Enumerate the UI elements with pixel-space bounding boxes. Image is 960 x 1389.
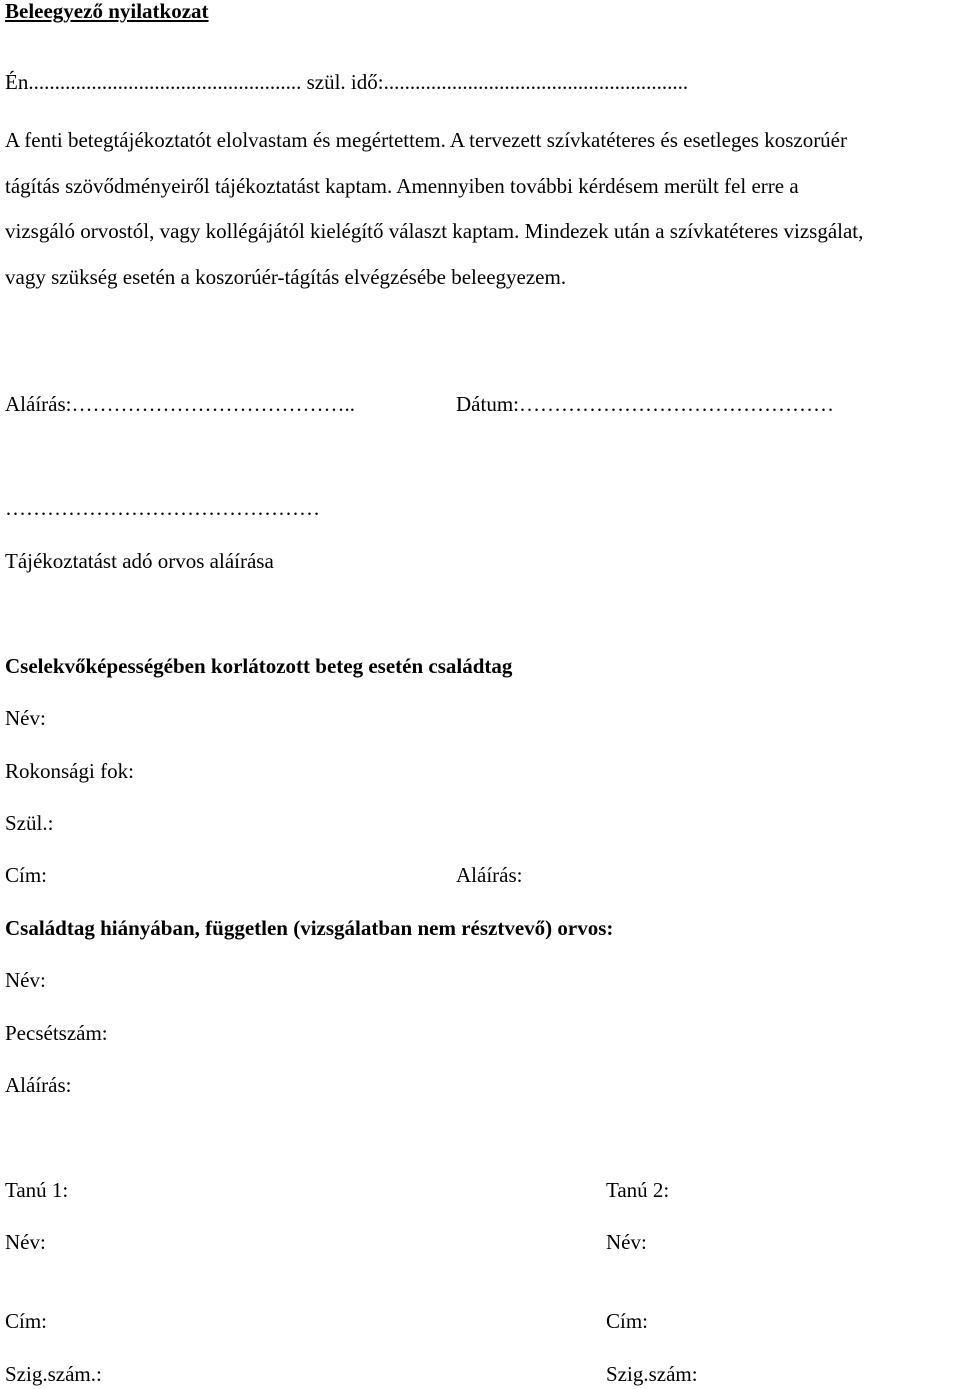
independent-doctor-signature-label: Aláírás:	[5, 1073, 72, 1097]
paragraph-line: vagy szükség esetén a koszorúér-tágítás elvégzésébe beleegyezem.	[5, 264, 567, 289]
witness2-name-label: Név:	[606, 1230, 647, 1254]
relative-signature-label: Aláírás:	[456, 863, 523, 887]
paragraph-line: A fenti betegtájékoztatót elolvastam és megértettem. A tervezett szívkatéteres és esetleges koszorúér	[5, 128, 847, 152]
witness2-heading: Tanú 2:	[606, 1178, 670, 1202]
relative-name-label: Név:	[5, 706, 46, 730]
relative-section-heading: Cselekvőképességében korlátozott beteg esetén családtag	[5, 654, 513, 678]
paragraph-line: vizsgáló orvostól, vagy kollégájától kielégítő választ kaptam. Mindezek után a szívkatéteres vizsgálat,	[5, 219, 864, 243]
independent-doctor-stamp-label: Pecsétszám:	[5, 1021, 108, 1045]
relative-birth-label: Szül.:	[5, 811, 54, 835]
doctor-signature-dots: ………………………………………	[5, 496, 320, 520]
date-line: Dátum:………………………………………	[456, 392, 834, 416]
relative-address-label: Cím:	[5, 863, 48, 887]
patient-signature-line: Aláírás:…………………………………..	[5, 392, 355, 416]
document-title: Beleegyező nyilatkozat	[5, 0, 209, 23]
paragraph-line: tágítás szövődményeiről tájékoztatást kaptam. Amennyiben további kérdésem merült fel erre a	[5, 173, 799, 198]
relative-relation-label: Rokonsági fok:	[5, 759, 134, 783]
witness2-id-label: Szig.szám:	[606, 1362, 698, 1386]
witness1-name-label: Név:	[5, 1230, 46, 1254]
independent-doctor-heading: Családtag hiányában, független (vizsgálatban nem résztvevő) orvos:	[5, 916, 614, 940]
witness2-address-label: Cím:	[606, 1309, 649, 1333]
consent-paragraph	[5, 118, 960, 300]
witness1-heading: Tanú 1:	[5, 1178, 69, 1202]
witness1-address-label: Cím:	[5, 1309, 48, 1333]
witness1-id-label: Szig.szám.:	[5, 1362, 102, 1386]
doctor-signature-label: Tájékoztatást adó orvos aláírása	[5, 549, 274, 573]
independent-doctor-name-label: Név:	[5, 968, 46, 992]
patient-name-birth-line: Én.................................................... szül. idő:..........................................................	[5, 70, 689, 94]
